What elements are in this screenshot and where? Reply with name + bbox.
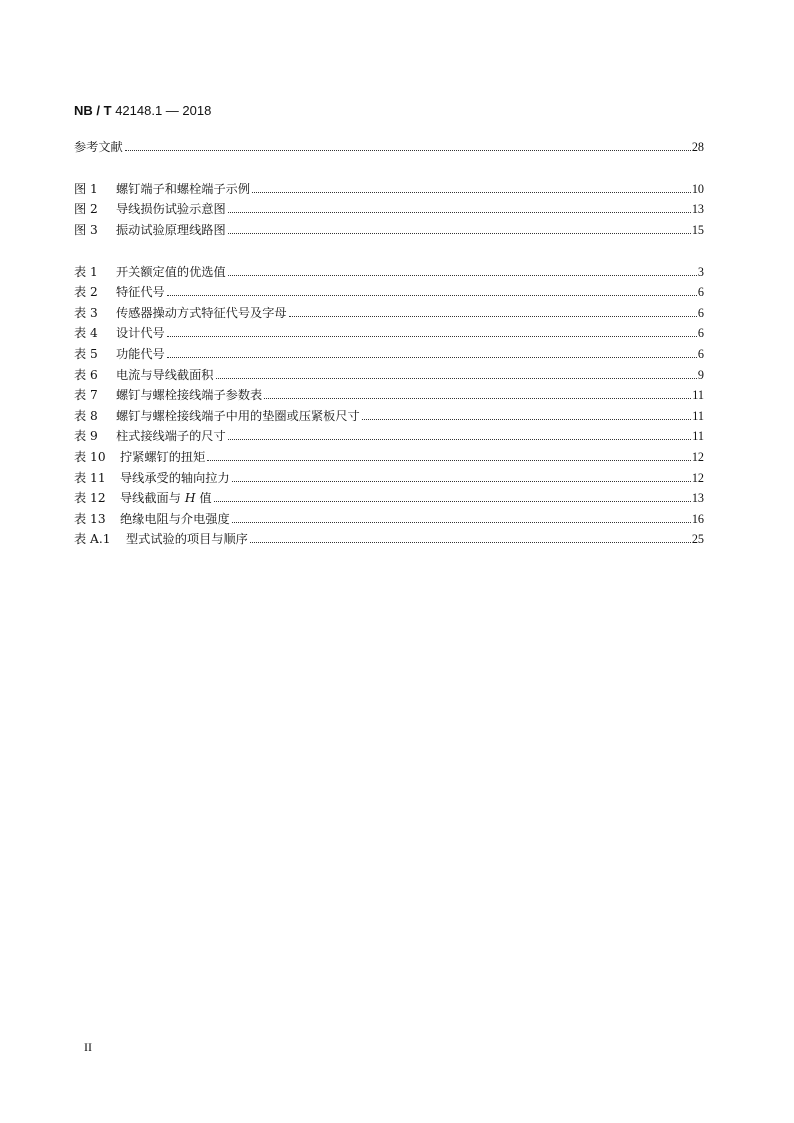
dot-leader [216,378,697,379]
dot-leader [228,233,691,234]
dot-leader [228,275,697,276]
dot-leader [289,316,697,317]
figure-title: 振动试验原理线路图 [116,222,226,237]
table-title: 功能代号 [116,346,165,361]
figure-page: 13 [691,202,704,217]
table-title: 绝缘电阻与介电强度 [120,511,230,526]
toc-entry-table[interactable] [74,505,704,526]
table-page: 11 [692,388,704,403]
table-title: 开关额定值的优选值 [116,264,226,279]
dot-leader [362,419,692,420]
toc-entry-title: 参考文献 [74,139,123,154]
table-title-variable: H [184,491,196,506]
table-page: 11 [692,429,704,444]
table-label: 表 8 [74,408,98,423]
table-title: 特征代号 [116,285,165,300]
table-page: 25 [691,532,704,547]
document-header [74,103,211,118]
table-page: 13 [691,491,704,506]
figure-page: 15 [691,222,704,237]
table-title: 型式试验的项目与顺序 [126,532,248,547]
table-title: 拧紧螺钉的扭矩 [120,449,206,464]
table-title: 电流与导线截面积 [116,367,214,382]
figure-label: 图 2 [74,202,98,217]
toc-bibliography [74,133,704,154]
table-title: 设计代号 [116,326,165,341]
dot-leader [167,295,697,296]
toc-entry-figure[interactable] [74,196,704,217]
dot-leader [232,481,691,482]
toc-entry-bibliography[interactable] [74,133,704,154]
table-label: 表 12 [74,491,106,506]
toc-entry-table[interactable] [74,299,704,320]
table-label: 表 4 [74,326,98,341]
table-page: 12 [691,449,704,464]
table-label: 表 A.1 [74,532,111,547]
table-label: 表 3 [74,305,98,320]
table-title: 螺钉与螺栓接线端子中用的垫圈或压紧板尺寸 [116,408,360,423]
toc-entry-table[interactable] [74,361,704,382]
toc-entry-table[interactable] [74,340,704,361]
dot-leader [252,192,691,193]
dot-leader [167,357,697,358]
table-page: 6 [697,326,704,341]
toc-entry-table[interactable] [74,526,704,547]
figure-title: 螺钉端子和螺栓端子示例 [116,181,251,196]
figure-page: 10 [691,181,704,196]
page-number: II [84,1040,92,1054]
toc-entry-table[interactable] [74,382,704,403]
table-page: 16 [691,511,704,526]
toc-entry-page: 28 [691,139,704,154]
table-page: 6 [697,346,704,361]
table-label: 表 2 [74,285,98,300]
toc-tables-list [74,258,704,546]
table-page: 12 [691,470,704,485]
dot-leader [207,460,691,461]
table-label: 表 13 [74,511,106,526]
toc-entry-table[interactable] [74,279,704,300]
toc-entry-figure[interactable] [74,216,704,237]
table-page: 6 [697,305,704,320]
dot-leader [228,212,691,213]
table-label: 表 5 [74,346,98,361]
table-page: 11 [692,408,704,423]
table-label: 表 11 [74,470,106,485]
table-page: 3 [697,264,704,279]
table-title: 传感器操动方式特征代号及字母 [116,305,287,320]
table-title: 螺钉与螺栓接线端子参数表 [116,388,263,403]
standard-code: NB / T [74,103,112,118]
table-title: 导线承受的轴向拉力 [120,470,230,485]
table-label: 表 1 [74,264,98,279]
table-title-suffix: 值 [195,491,212,506]
toc-entry-table[interactable] [74,423,704,444]
toc-entry-table[interactable] [74,485,704,506]
figure-label: 图 1 [74,181,98,196]
table-page: 9 [697,367,704,382]
figure-title: 导线损伤试验示意图 [116,202,226,217]
dot-leader [250,542,691,543]
table-label: 表 6 [74,367,98,382]
toc-entry-table[interactable] [74,258,704,279]
dot-leader [214,501,691,502]
table-title-text: 导线截面与 [120,491,181,506]
standard-number: 42148.1 — 2018 [115,103,212,118]
dot-leader [228,439,692,440]
toc-entry-table[interactable] [74,464,704,485]
table-page: 6 [697,285,704,300]
dot-leader [264,398,691,399]
toc-entry-figure[interactable] [74,175,704,196]
toc-entry-table[interactable] [74,402,704,423]
dot-leader [167,336,697,337]
figure-label: 图 3 [74,222,98,237]
dot-leader [232,522,691,523]
table-title: 柱式接线端子的尺寸 [116,429,226,444]
toc-entry-table[interactable] [74,443,704,464]
table-label: 表 9 [74,429,98,444]
table-title [120,491,213,505]
table-label: 表 7 [74,388,98,403]
table-label: 表 10 [74,449,106,464]
toc-entry-table[interactable] [74,320,704,341]
dot-leader [125,150,691,151]
toc-figures-list [74,175,704,237]
